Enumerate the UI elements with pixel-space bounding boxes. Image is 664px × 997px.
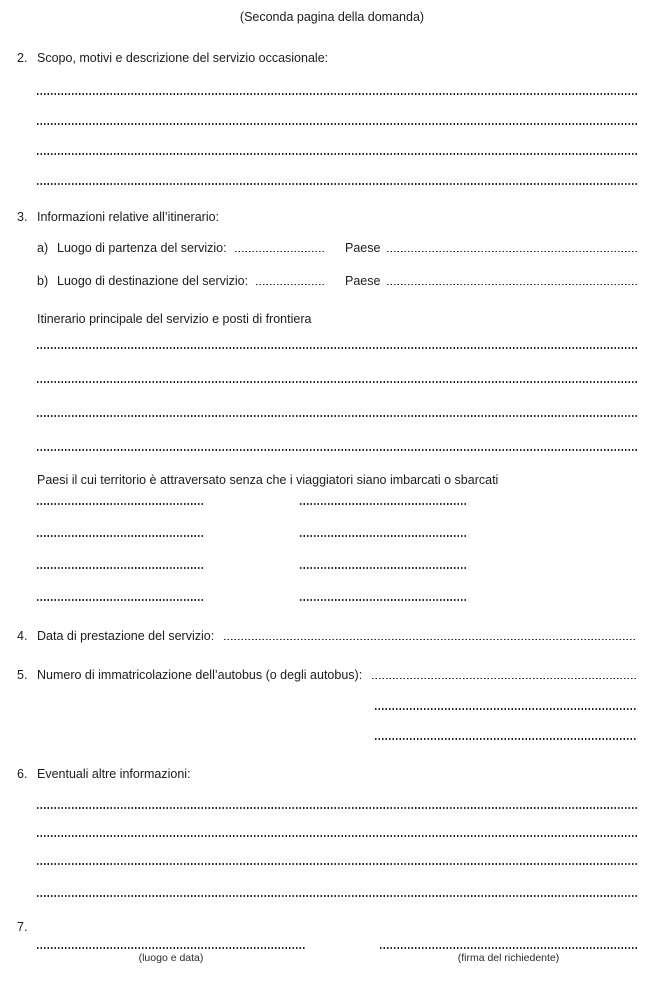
item6-fill-line-1 bbox=[37, 807, 637, 809]
item5-number: 5. bbox=[17, 668, 28, 682]
item2-fill-line-3 bbox=[37, 153, 637, 155]
item2-fill-line-1 bbox=[37, 93, 637, 95]
applicant-signature-line bbox=[380, 947, 637, 949]
item4-number: 4. bbox=[17, 629, 28, 643]
item3b-label: Luogo di destinazione del servizio: bbox=[57, 274, 249, 288]
transit-countries-label: Paesi il cui territorio è attraversato senza che i viaggiatori siano imbarcati o sbarcati bbox=[37, 473, 499, 487]
item5-fill-line-2 bbox=[375, 708, 637, 710]
itinerary-fill-line-3 bbox=[37, 415, 637, 417]
transit-country-line-left-1 bbox=[37, 503, 205, 505]
itinerary-fill-line-1 bbox=[37, 347, 637, 349]
item6-number: 6. bbox=[17, 767, 28, 781]
transit-country-line-left-3 bbox=[37, 567, 205, 569]
item5-fill-line-1 bbox=[372, 678, 637, 680]
item6-fill-line-4 bbox=[37, 895, 637, 897]
item3a-row bbox=[37, 241, 637, 256]
item5-label: Numero di immatricolazione dell’autobus (o degli autobus): bbox=[37, 668, 363, 682]
item3b-place-fill-line bbox=[256, 284, 325, 286]
place-date-caption: (luogo e data) bbox=[138, 952, 204, 964]
item2-fill-line-2 bbox=[37, 123, 637, 125]
transit-country-line-right-3 bbox=[300, 567, 466, 569]
item2-label: Scopo, motivi e descrizione del servizio occasionale: bbox=[37, 51, 329, 65]
item3-row bbox=[17, 210, 637, 225]
item3-number: 3. bbox=[17, 210, 28, 224]
item3a-place-fill-line bbox=[235, 251, 325, 253]
item3a-country-label: Paese bbox=[345, 241, 381, 255]
transit-country-line-left-4 bbox=[37, 599, 205, 601]
signature-caption: (firma del richiedente) bbox=[457, 952, 560, 964]
itinerary-fill-line-4 bbox=[37, 449, 637, 451]
item7-number: 7. bbox=[17, 920, 28, 934]
item6-row bbox=[17, 767, 637, 782]
item3-label: Informazioni relative all’itinerario: bbox=[37, 210, 220, 224]
item5-fill-line-3 bbox=[375, 738, 637, 740]
item2-row bbox=[17, 51, 637, 66]
item2-fill-line-4 bbox=[37, 183, 637, 185]
item3a-letter: a) bbox=[37, 241, 49, 255]
item6-fill-line-3 bbox=[37, 863, 637, 865]
transit-country-line-right-1 bbox=[300, 503, 466, 505]
itinerary-fill-line-2 bbox=[37, 381, 637, 383]
item3b-row bbox=[37, 274, 637, 289]
item3b-letter: b) bbox=[37, 274, 49, 288]
item3b-destination-group bbox=[57, 274, 325, 289]
item6-label: Eventuali altre informazioni: bbox=[37, 767, 191, 781]
transit-country-line-right-4 bbox=[300, 599, 466, 601]
item2-number: 2. bbox=[17, 51, 28, 65]
transit-country-line-right-2 bbox=[300, 535, 466, 537]
itinerary-label: Itinerario principale del servizio e posti di frontiera bbox=[37, 312, 312, 326]
item4-row bbox=[17, 629, 637, 644]
item4-label: Data di prestazione del servizio: bbox=[37, 629, 215, 643]
place-date-signature-line bbox=[37, 947, 305, 949]
item4-fill-line bbox=[224, 639, 637, 641]
item3b-country-fill-line bbox=[387, 284, 637, 286]
item3a-departure-group bbox=[57, 241, 325, 256]
item3b-country-label: Paese bbox=[345, 274, 381, 288]
item3a-label: Luogo di partenza del servizio: bbox=[57, 241, 227, 255]
transit-country-line-left-2 bbox=[37, 535, 205, 537]
item5-row bbox=[17, 668, 637, 683]
item6-fill-line-2 bbox=[37, 835, 637, 837]
item3a-country-fill-line bbox=[387, 251, 637, 253]
page-header: (Seconda pagina della domanda) bbox=[239, 10, 425, 24]
